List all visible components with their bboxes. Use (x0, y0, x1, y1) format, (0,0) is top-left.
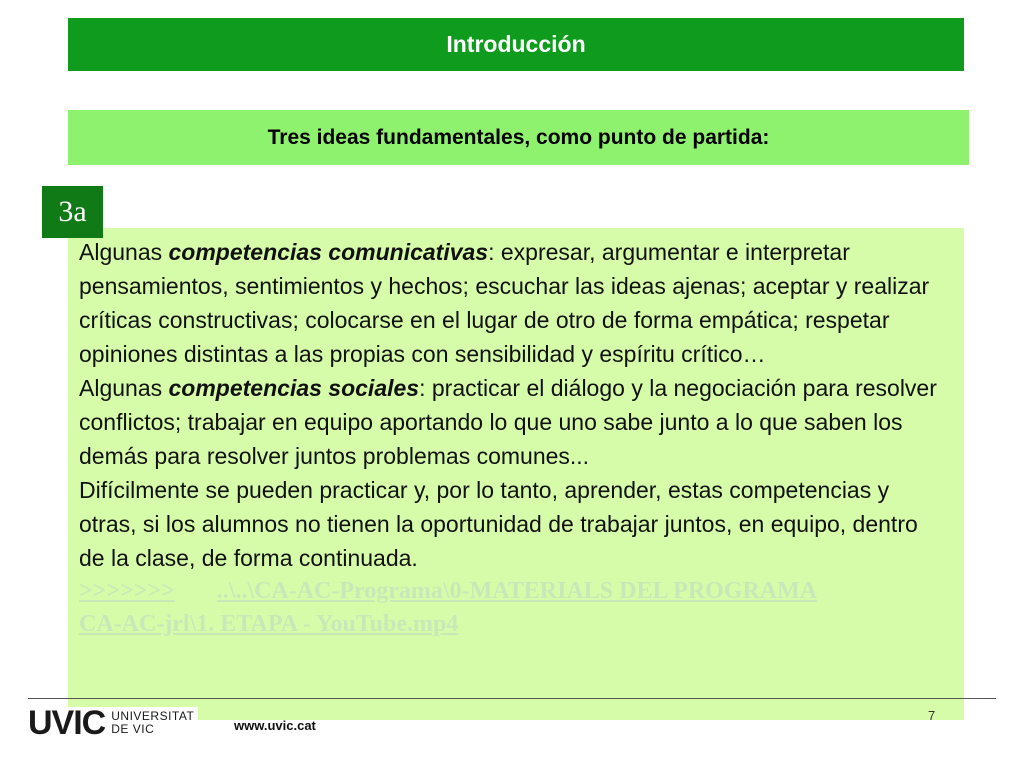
uvic-logo (28, 704, 198, 742)
footer-url: www.uvic.cat (234, 718, 316, 733)
slide-title: Introducción (446, 31, 586, 57)
footer-divider (28, 698, 996, 699)
slide-title-bar (68, 18, 964, 71)
link-path-line-1[interactable]: ..\..\CA-AC-Programa\0-MATERIALS DEL PROGRAMA (216, 578, 818, 604)
emphasis-communicative: competencias comunicativas (168, 239, 489, 265)
video-link-continued[interactable] (79, 608, 948, 641)
video-link[interactable] (79, 575, 948, 608)
emphasis-social: competencias sociales (168, 375, 420, 401)
link-path-line-2[interactable]: CA-AC-jrl\1. ETAPA - YouTube.mp4 (79, 611, 459, 637)
paragraph-conclusion: Difícilmente se pueden practicar y, por lo tanto, aprender, estas competencias y otras, si los alumnos no tienen la oportunidad de trabajar juntos, en equipo, dentro de la clase, de forma continuada. (79, 477, 918, 571)
paragraph-social-competences: Algunas competencias sociales: practicar el diálogo y la negociación para resolver conflictos; trabajar en equipo aportando lo que uno sabe junto a lo que saben los demás para resolver juntos problemas comunes... (79, 375, 937, 469)
paragraph-communicative-competences: Algunas competencias comunicativas: expresar, argumentar e interpretar pensamientos, sentimientos y hechos; escuchar las ideas ajenas; aceptar y realizar críticas constructivas; colocarse en el lugar de otro de forma empática; respetar opiniones distintas a las propias con sensibilidad y espíritu crítico… (79, 239, 930, 367)
link-arrows[interactable]: >>>>>>> (79, 578, 175, 604)
slide-subtitle: Tres ideas fundamentales, como punto de partida: (267, 125, 770, 149)
logo-mark: UVIC (28, 704, 106, 742)
page-number: 7 (928, 708, 936, 723)
slide-subtitle-bar (68, 110, 969, 165)
content-box (68, 228, 964, 720)
section-badge: 3a (42, 186, 103, 238)
logo-text: UNIVERSITAT DE VIC (111, 709, 195, 736)
